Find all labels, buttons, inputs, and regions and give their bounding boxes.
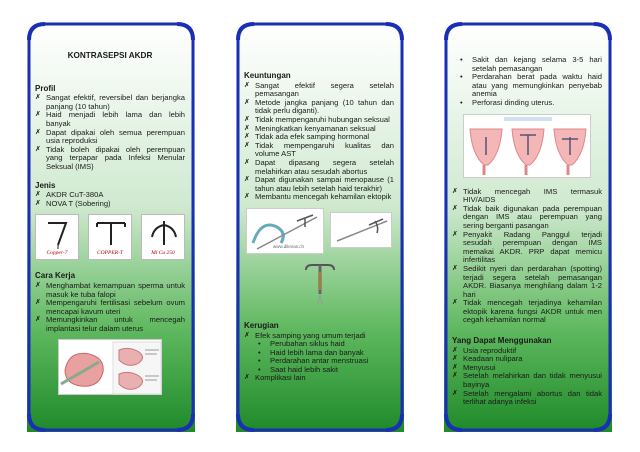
list-item: ✗ Meningkatkan kenyamanan seksual <box>244 125 394 134</box>
efek-list <box>452 188 602 326</box>
list-item: ✗ Penyakit Radang Panggul terjadi sesudah perempuan dengan IMS memakai AKDR. PRP dapat memicu infertilitas <box>452 231 602 265</box>
list-item: ✗ Sangat efektif segera setelah pemasangan <box>244 82 394 99</box>
list-item: ✗ Haid menjadi lebih lama dan lebih banyak <box>35 111 185 128</box>
list-item: ✗ Menghambat kemampuan sperma untuk masuk ke tuba falopi <box>35 282 185 299</box>
yang-dapat-heading: Yang Dapat Menggunakan <box>452 336 552 346</box>
panel-profil <box>27 22 195 432</box>
profil-list <box>35 94 185 171</box>
ml-cu-250-icon <box>142 215 186 251</box>
list-item: ✗ Komplikasi lain <box>244 374 394 383</box>
list-item: ✗ Setelah melahirkan dan tidak menyusui bayinya <box>452 372 602 389</box>
kerugian-sublist <box>258 340 394 374</box>
cara-kerja-list <box>35 282 185 334</box>
list-item: ✗ Membantu mencegah kehamilan ektopik <box>244 193 394 202</box>
uterus-illustration-icon <box>59 340 163 396</box>
copper-t-icon <box>89 215 133 251</box>
list-item: ✗ Metode jangka panjang (10 tahun dan tidak perlu diganti). <box>244 99 394 116</box>
list-item: • Saat haid lebih sakit <box>258 366 394 375</box>
panel-yang-dapat <box>444 22 612 432</box>
list-item: ✗ Usia reproduktif <box>452 347 602 356</box>
list-item: ✗ Tidak baik digunakan pada perempuan dengan IMS atau perempuan yang sering berganti pasangan <box>452 205 602 231</box>
list-item: ✗ AKDR CuT-380A <box>35 191 185 200</box>
list-item: ✗ Dapat digunakan sampai menopause (1 tahun atau lebih setelah haid terakhir) <box>244 176 394 193</box>
list-item: ✗ Tidak mempengaruhi hubungan seksual <box>244 116 394 125</box>
iud-device-photo <box>330 212 392 248</box>
image-caption: www.dikmas.ch <box>273 244 305 250</box>
list-item: ✗ Menyusui <box>452 364 602 373</box>
list-item: ✗ Tidak mencegah terjadinya kehamilan ektopik karena fungsi AKDR untuk men cegah kehamilan normal <box>452 299 602 325</box>
cara-kerja-heading: Cara Kerja <box>35 271 76 281</box>
list-item: ✗ Dapat dipasang segera setelah melahirkan atau sesudah abortus <box>244 159 394 176</box>
list-item: • Perdarahan antar menstruasi <box>258 357 394 366</box>
profil-heading: Profil <box>35 83 56 93</box>
iud-devices-image <box>244 208 392 308</box>
list-item: • Perdarahan berat pada waktu haid atau yang memungkinkan penyebab anemia <box>460 73 602 99</box>
list-item: ✗ Tidak ada efek samping hormonal <box>244 133 394 142</box>
copper-t-device <box>300 260 340 306</box>
iud-insertion-illustration <box>58 339 162 395</box>
copper-7-icon <box>36 215 80 251</box>
copper-7-image: Copper-7 <box>35 214 79 260</box>
iud-types-images <box>35 214 185 260</box>
keuntungan-list <box>244 82 394 202</box>
list-item: ✗ Keadaan nulipara <box>452 355 602 364</box>
copper-t-image: COPPER-T <box>88 214 132 260</box>
list-item: ✗ Dapat dipakai oleh semua perempuan usia reproduksi <box>35 129 185 146</box>
list-item: • Perforasi dinding uterus. <box>460 99 602 108</box>
list-item: ✗ Sangat efektif, reversibel dan berjangka panjang (10 tahun) <box>35 94 185 111</box>
list-item: ✗ Memungkinkan untuk mencegah implantasi telur dalam uterus <box>35 316 185 333</box>
brochure-title: KONTRASEPSI AKDR <box>67 51 153 60</box>
copper-t-device-icon <box>300 260 340 306</box>
list-item: ✗ Tidak boleh dipakai oleh perempuan yang terpapar pada Infeksi Menular Seksual (IMS) <box>35 146 185 172</box>
uterus-diagram-icon <box>464 115 592 179</box>
jenis-list <box>35 191 185 208</box>
list-item: ✗ Tidak mempengaruhi kualitas dan volume AST <box>244 142 394 159</box>
jenis-heading: Jenis <box>35 180 56 190</box>
yang-dapat-list <box>452 347 602 407</box>
panel-keuntungan <box>236 22 404 432</box>
list-item: ✗ Tidak mencegah IMS termasuk HIV/AIDS <box>452 188 602 205</box>
list-item: ✗ Efek samping yang umum terjadi <box>244 332 394 341</box>
list-item: ✗ NOVA T (Sobering) <box>35 200 185 209</box>
kerugian-heading: Kerugian <box>244 320 279 330</box>
list-item: ✗ Mempengaruhi fertilisasi sebelum ovum mencapai kavum uteri <box>35 299 185 316</box>
keuntungan-heading: Keuntungan <box>244 71 291 80</box>
uterus-iud-diagram <box>463 114 591 178</box>
iud-device-icon <box>331 213 393 249</box>
iud-inserter-photo <box>246 208 324 254</box>
list-item: ✗ Sedikit nyeri dan perdarahan (spotting) terjadi segera setelah pemasangan AKDR. Biasanya menghilang dalam 1-2 hari <box>452 265 602 299</box>
list-item: • Haid lebih lama dan banyak <box>258 349 394 358</box>
list-item: ✗ Setelah mengalami abortus dan tidak terlihat adanya infeksi <box>452 390 602 407</box>
kerugian-continued-list <box>460 56 602 108</box>
list-item: • Sakit dan kejang selama 3-5 hari setelah pemasangan <box>460 56 602 73</box>
ml-cu-250-image: Ml Cu 250 <box>141 214 185 260</box>
list-item: • Perubahan siklus haid <box>258 340 394 349</box>
